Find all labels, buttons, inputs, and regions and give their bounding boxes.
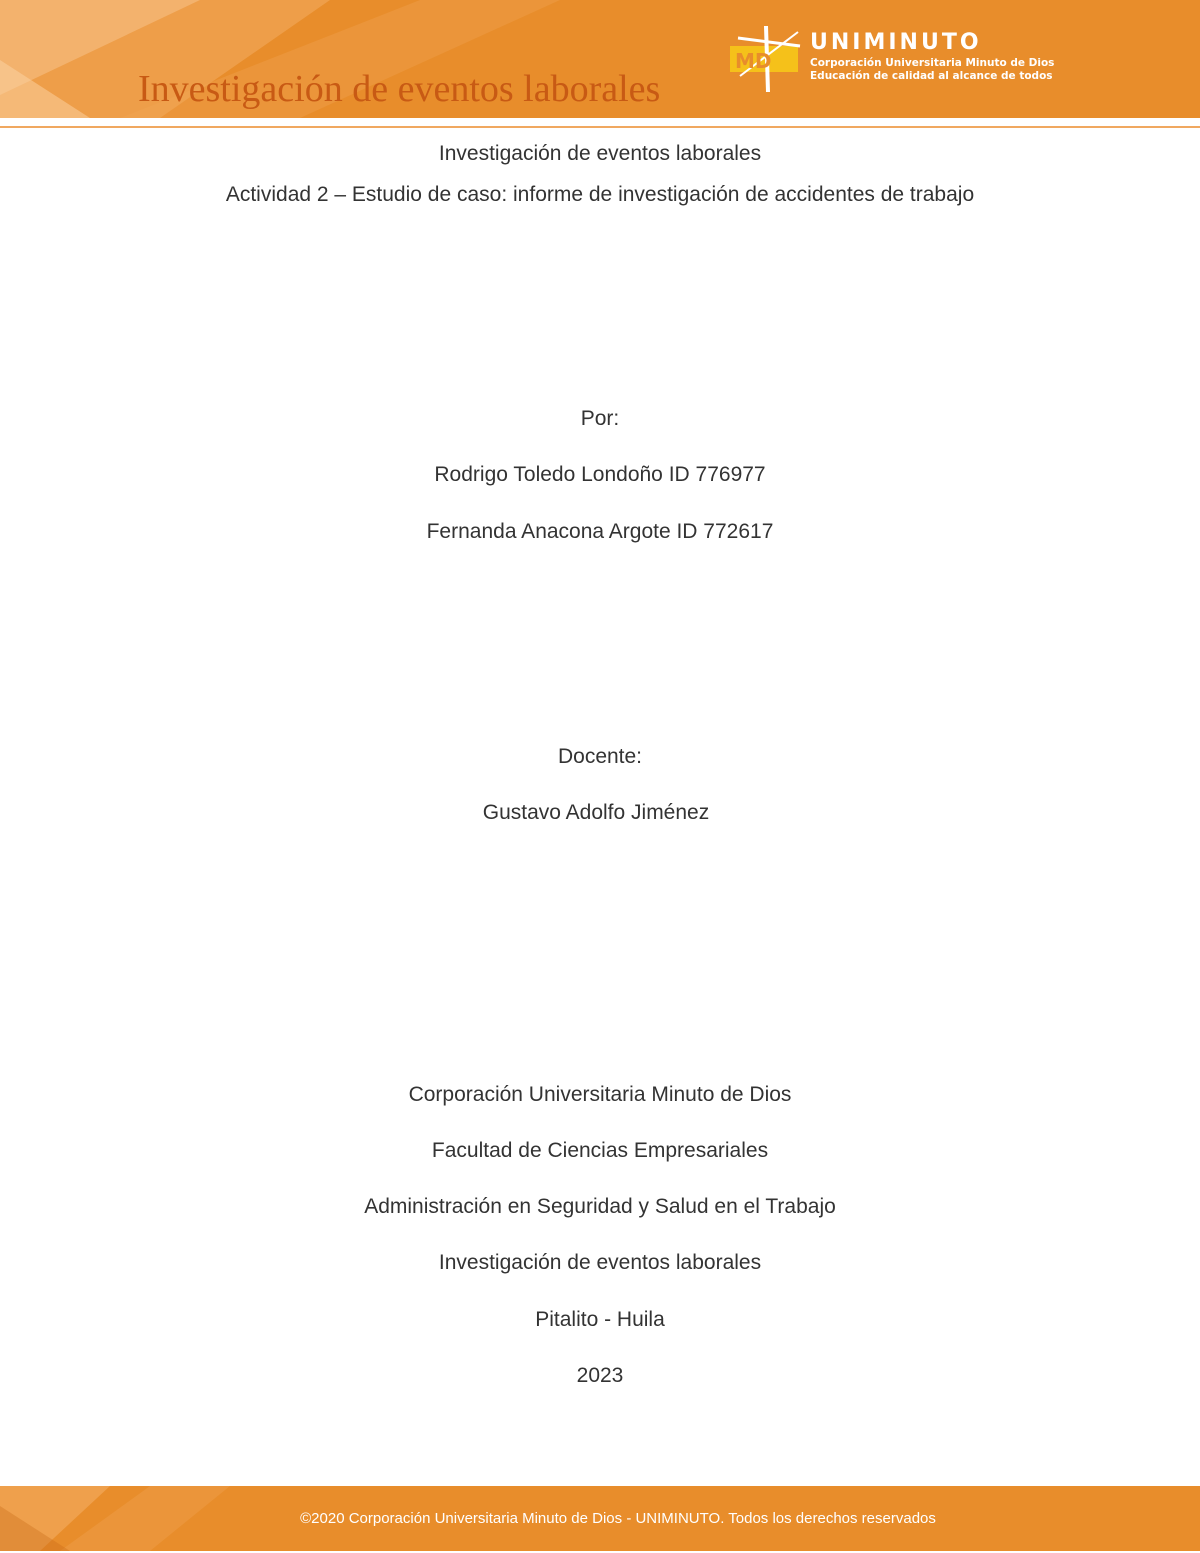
logo-institution-name: Corporación Universitaria Minuto de Dios — [810, 57, 1055, 69]
logo-brand: UNIMINUTO — [810, 30, 982, 55]
year: 2023 — [576, 1364, 624, 1387]
teacher-label: Docente: — [557, 745, 643, 768]
program-name: Administración en Seguridad y Salud en el Trabajo — [364, 1195, 836, 1218]
teacher-name: Gustavo Adolfo Jiménez — [482, 801, 710, 824]
author-1: Rodrigo Toledo Londoño ID 776977 — [434, 463, 766, 486]
activity-title: Actividad 2 – Estudio de caso: informe de investigación de accidentes de trabajo — [225, 183, 975, 206]
header-band — [0, 0, 1200, 118]
uniminuto-emblem-icon — [728, 24, 802, 94]
footer-band — [0, 1486, 1200, 1551]
location: Pitalito - Huila — [535, 1308, 665, 1331]
faculty-name: Facultad de Ciencias Empresariales — [431, 1139, 769, 1162]
logo-slogan: Educación de calidad al alcance de todos — [810, 70, 1053, 82]
uniminuto-logo — [728, 24, 1108, 94]
author-2: Fernanda Anacona Argote ID 772617 — [426, 520, 774, 543]
by-label: Por: — [580, 407, 620, 430]
subject-name: Investigación de eventos laborales — [438, 1251, 762, 1274]
emblem-letters: MD — [735, 49, 772, 73]
header-title: Investigación de eventos laborales — [138, 68, 661, 110]
footer-copyright: ©2020 Corporación Universitaria Minuto de Dios - UNIMINUTO. Todos los derechos reservados — [300, 1510, 936, 1527]
header-rule — [0, 126, 1200, 128]
course-title: Investigación de eventos laborales — [438, 142, 762, 165]
institution-name: Corporación Universitaria Minuto de Dios — [408, 1083, 792, 1106]
